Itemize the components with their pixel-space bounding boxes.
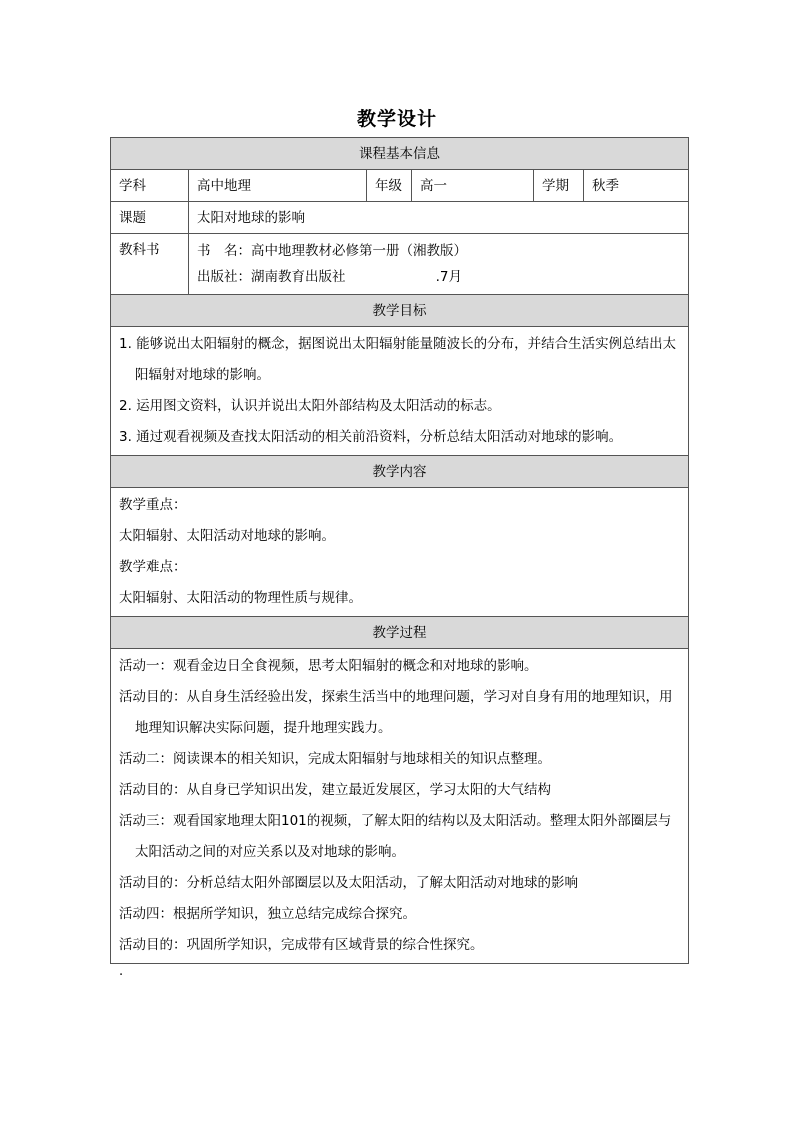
grade-value: 高一 bbox=[412, 170, 534, 202]
textbook-name: 书 名：高中地理教材必修第一册（湘教版） bbox=[197, 243, 467, 259]
process-item: 活动三：观看国家地理太阳101的视频，了解太阳的结构以及太阳活动。整理太阳外部圈层与太阳活动之间的对应关系以及对地球的影响。 bbox=[119, 813, 672, 860]
process-item: 活动目的：从自身已学知识出发，建立最近发展区，学习太阳的大气结构 bbox=[119, 782, 551, 798]
subject-label: 学科 bbox=[111, 170, 189, 202]
content-header-row bbox=[111, 456, 689, 488]
term-label: 学期 bbox=[534, 170, 584, 202]
process-item: 活动一：观看金边日全食视频，思考太阳辐射的概念和对地球的影响。 bbox=[119, 658, 538, 674]
content-row bbox=[111, 488, 689, 617]
objectives-header: 教学目标 bbox=[111, 295, 689, 327]
trailing-mark: . bbox=[119, 964, 124, 979]
difficulty-label: 教学难点： bbox=[119, 559, 187, 575]
document-title: 教学设计 bbox=[356, 108, 437, 130]
objective-item: 1. 能够说出太阳辐射的概念，据图说出太阳辐射能量随波长的分布，并结合生活实例总结出太阳辐射对地球的影响。 bbox=[119, 336, 677, 383]
textbook-publisher: 出版社：湖南教育出版社 .7月 bbox=[197, 269, 462, 285]
topic-label: 课题 bbox=[111, 202, 189, 234]
process-header-row bbox=[111, 617, 689, 649]
difficulty-value: 太阳辐射、太阳活动的物理性质与规律。 bbox=[119, 590, 362, 606]
content-body bbox=[111, 488, 689, 617]
grade-label: 年级 bbox=[367, 170, 412, 202]
process-item: 活动目的：巩固所学知识，完成带有区域背景的综合性探究。 bbox=[119, 937, 484, 953]
objectives-row bbox=[111, 327, 689, 456]
subject-row bbox=[111, 170, 689, 202]
content-header: 教学内容 bbox=[111, 456, 689, 488]
objective-item: 3. 通过观看视频及查找太阳活动的相关前沿资料，分析总结太阳活动对地球的影响。 bbox=[119, 429, 623, 445]
basic-info-header-row bbox=[111, 138, 689, 170]
process-item: 活动目的：分析总结太阳外部圈层以及太阳活动，了解太阳活动对地球的影响 bbox=[119, 875, 578, 891]
process-item: 活动目的：从自身生活经验出发，探索生活当中的地理问题，学习对自身有用的地理知识，用地理知识解决实际问题，提升地理实践力。 bbox=[119, 689, 673, 736]
process-item: 活动二：阅读课本的相关知识，完成太阳辐射与地球相关的知识点整理。 bbox=[119, 751, 551, 767]
objectives-list bbox=[111, 327, 689, 456]
topic-value: 太阳对地球的影响 bbox=[189, 202, 689, 234]
subject-value: 高中地理 bbox=[189, 170, 367, 202]
key-point-label: 教学重点： bbox=[119, 497, 187, 513]
textbook-row bbox=[111, 234, 689, 295]
objective-item: 2. 运用图文资料，认识并说出太阳外部结构及太阳活动的标志。 bbox=[119, 398, 501, 414]
lesson-plan-table bbox=[110, 137, 689, 964]
basic-info-header: 课程基本信息 bbox=[111, 138, 689, 170]
textbook-label: 教科书 bbox=[111, 234, 189, 295]
process-list bbox=[111, 649, 689, 964]
process-header: 教学过程 bbox=[111, 617, 689, 649]
topic-row bbox=[111, 202, 689, 234]
objectives-header-row bbox=[111, 295, 689, 327]
textbook-info bbox=[189, 234, 689, 295]
key-point-value: 太阳辐射、太阳活动对地球的影响。 bbox=[119, 528, 335, 544]
term-value: 秋季 bbox=[584, 170, 689, 202]
process-row bbox=[111, 649, 689, 964]
process-item: 活动四：根据所学知识，独立总结完成综合探究。 bbox=[119, 906, 416, 922]
